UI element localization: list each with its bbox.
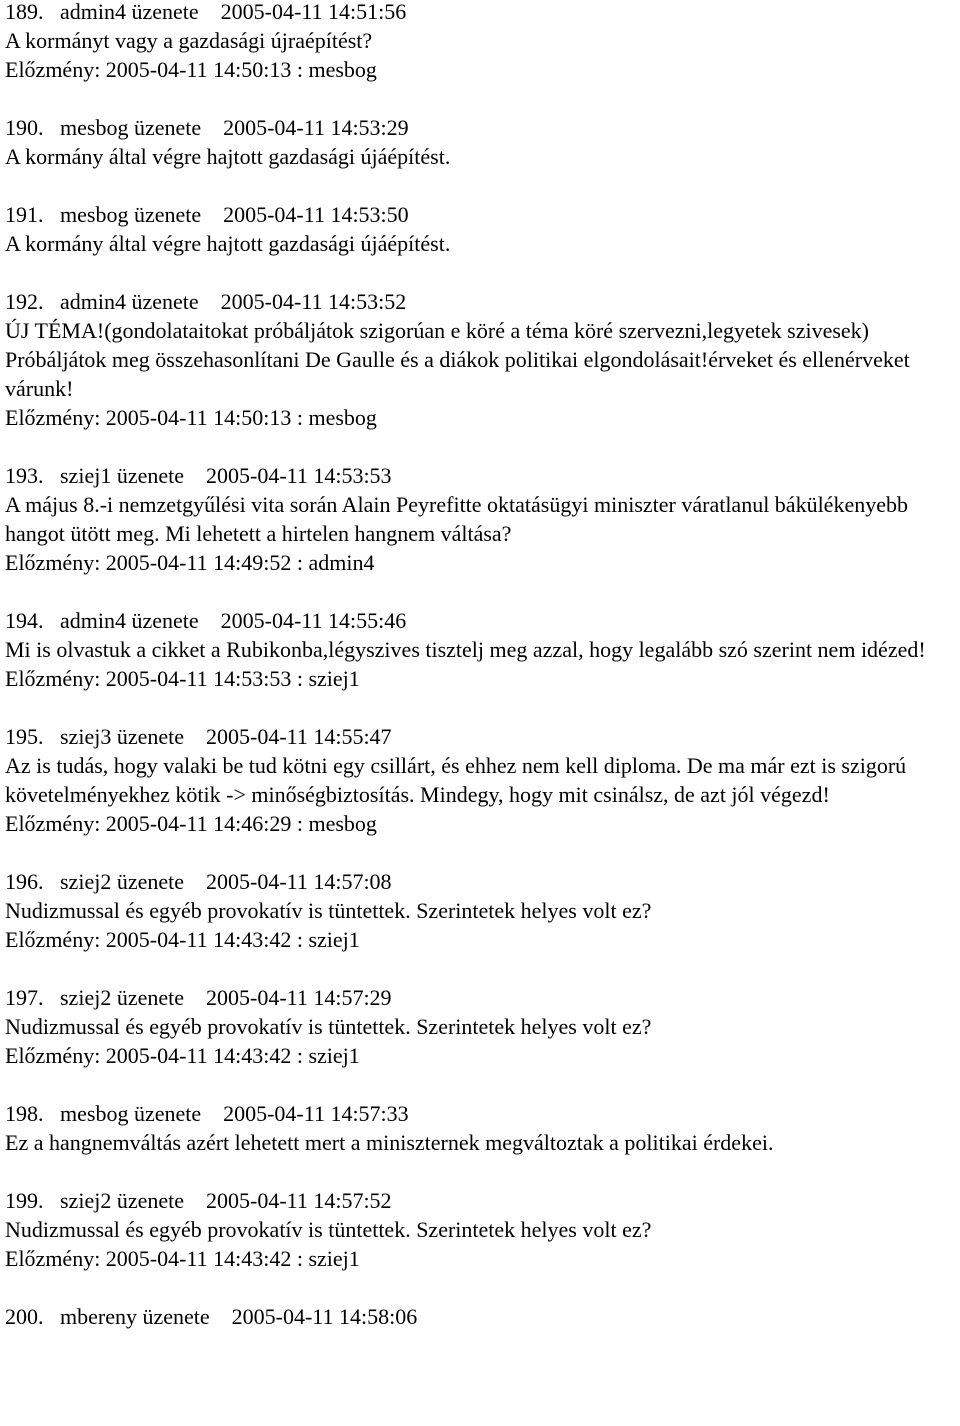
post-header [5, 113, 960, 142]
post-body-paragraph: Az is tudás, hogy valaki be tud kötni egy csillárt, és ehhez nem kell diploma. De ma már ezt is szigorú követelményekhez kötik -> minőségbiztosítás. Mindegy, hogy mit csinálsz, de azt jól végezd! [5, 753, 907, 807]
post-body [5, 26, 960, 55]
post-datetime: 2005-04-11 14:57:29 [206, 985, 392, 1010]
post-datetime: 2005-04-11 14:53:29 [223, 115, 409, 140]
post-datetime: 2005-04-11 14:53:52 [220, 289, 407, 314]
forum-post [5, 200, 960, 258]
post-body [5, 142, 960, 171]
post-author: sziej2 üzenete [60, 1188, 184, 1213]
post-number: 198. [5, 1101, 44, 1126]
post-header [5, 983, 960, 1012]
forum-post [5, 1302, 960, 1331]
post-body [5, 229, 960, 258]
post-header [5, 461, 960, 490]
post-header [5, 1186, 960, 1215]
post-body-paragraph: Mi is olvastuk a cikket a Rubikonba,légyszives tisztelj meg azzal, hogy legalább szó szerint nem idézed! [5, 637, 926, 662]
post-body [5, 751, 960, 809]
post-body-paragraph: Nudizmussal és egyéb provokatív is tüntettek. Szerintetek helyes volt ez? [5, 898, 652, 923]
forum-post [5, 983, 960, 1070]
post-reply-reference-link[interactable]: Előzmény: 2005-04-11 14:50:13 : mesbog [5, 405, 377, 430]
post-number: 196. [5, 869, 44, 894]
post-number: 189. [5, 0, 44, 24]
post-reply-reference-link[interactable]: Előzmény: 2005-04-11 14:49:52 : admin4 [5, 550, 375, 575]
post-body [5, 490, 960, 548]
forum-post [5, 606, 960, 693]
post-datetime: 2005-04-11 14:53:53 [206, 463, 392, 488]
post-number: 193. [5, 463, 44, 488]
post-author: mbereny üzenete [60, 1304, 210, 1329]
forum-post [5, 1099, 960, 1157]
post-number: 200. [5, 1304, 44, 1329]
post-number: 191. [5, 202, 44, 227]
post-datetime: 2005-04-11 14:53:50 [223, 202, 409, 227]
post-author: sziej2 üzenete [60, 985, 184, 1010]
post-reply-reference-link[interactable]: Előzmény: 2005-04-11 14:46:29 : mesbog [5, 811, 377, 836]
forum-post [5, 867, 960, 954]
post-body [5, 1128, 960, 1157]
post-number: 199. [5, 1188, 44, 1213]
post-author: sziej3 üzenete [60, 724, 184, 749]
post-author: mesbog üzenete [60, 1101, 202, 1126]
post-body-paragraph: A május 8.-i nemzetgyűlési vita során Alain Peyrefitte oktatásügyi miniszter váratlanul bákülékenyebb hangot ütött meg. Mi lehetett a hirtelen hangnem váltása? [5, 492, 908, 546]
post-body-paragraph: A kormány által végre hajtott gazdasági újáépítést. [5, 231, 451, 256]
post-header [5, 0, 960, 26]
forum-post [5, 287, 960, 432]
post-header [5, 1099, 960, 1128]
forum-thread [5, 0, 960, 1360]
post-datetime: 2005-04-11 14:55:47 [206, 724, 392, 749]
post-body-paragraph: A kormány által végre hajtott gazdasági újáépítést. [5, 144, 451, 169]
forum-post [5, 722, 960, 838]
post-author: admin4 üzenete [60, 0, 199, 24]
post-datetime: 2005-04-11 14:57:08 [206, 869, 392, 894]
post-header [5, 606, 960, 635]
post-number: 195. [5, 724, 44, 749]
post-number: 194. [5, 608, 44, 633]
post-header [5, 287, 960, 316]
post-reply-reference-link[interactable]: Előzmény: 2005-04-11 14:43:42 : sziej1 [5, 927, 360, 952]
forum-post [5, 113, 960, 171]
post-body-paragraph: ÚJ TÉMA!(gondolataitokat próbáljátok szigorúan e köré a téma köré szervezni,legyetek szivesek) [5, 318, 870, 343]
post-reply-reference-link[interactable]: Előzmény: 2005-04-11 14:53:53 : sziej1 [5, 666, 360, 691]
post-author: admin4 üzenete [60, 608, 199, 633]
post-reply-reference-link[interactable]: Előzmény: 2005-04-11 14:43:42 : sziej1 [5, 1246, 360, 1271]
post-header [5, 722, 960, 751]
post-datetime: 2005-04-11 14:51:56 [220, 0, 407, 24]
post-body-paragraph: Próbáljátok meg összehasonlítani De Gaulle és a diákok politikai elgondolásait!érveket és ellenérveket várunk! [5, 347, 910, 401]
post-header [5, 867, 960, 896]
post-author: mesbog üzenete [60, 115, 202, 140]
post-body-paragraph: Nudizmussal és egyéb provokatív is tüntettek. Szerintetek helyes volt ez? [5, 1217, 652, 1242]
post-header [5, 1302, 960, 1331]
post-datetime: 2005-04-11 14:57:33 [223, 1101, 409, 1126]
post-body [5, 1215, 960, 1244]
post-number: 197. [5, 985, 44, 1010]
post-body [5, 316, 960, 403]
post-author: sziej2 üzenete [60, 869, 184, 894]
post-datetime: 2005-04-11 14:57:52 [206, 1188, 392, 1213]
post-author: mesbog üzenete [60, 202, 202, 227]
forum-post [5, 1186, 960, 1273]
post-datetime: 2005-04-11 14:58:06 [231, 1304, 418, 1329]
post-author: sziej1 üzenete [60, 463, 184, 488]
post-datetime: 2005-04-11 14:55:46 [220, 608, 407, 633]
post-author: admin4 üzenete [60, 289, 199, 314]
post-body-paragraph: Ez a hangnemváltás azért lehetett mert a miniszternek megváltoztak a politikai érdekei. [5, 1130, 774, 1155]
post-header [5, 200, 960, 229]
post-body-paragraph: A kormányt vagy a gazdasági újraépítést? [5, 28, 373, 53]
forum-post [5, 461, 960, 577]
post-reply-reference-link[interactable]: Előzmény: 2005-04-11 14:43:42 : sziej1 [5, 1043, 360, 1068]
post-body-paragraph: Nudizmussal és egyéb provokatív is tüntettek. Szerintetek helyes volt ez? [5, 1014, 652, 1039]
post-body [5, 896, 960, 925]
post-reply-reference-link[interactable]: Előzmény: 2005-04-11 14:50:13 : mesbog [5, 57, 377, 82]
post-body [5, 635, 960, 664]
post-number: 192. [5, 289, 44, 314]
post-body [5, 1012, 960, 1041]
forum-post [5, 0, 960, 84]
post-number: 190. [5, 115, 44, 140]
